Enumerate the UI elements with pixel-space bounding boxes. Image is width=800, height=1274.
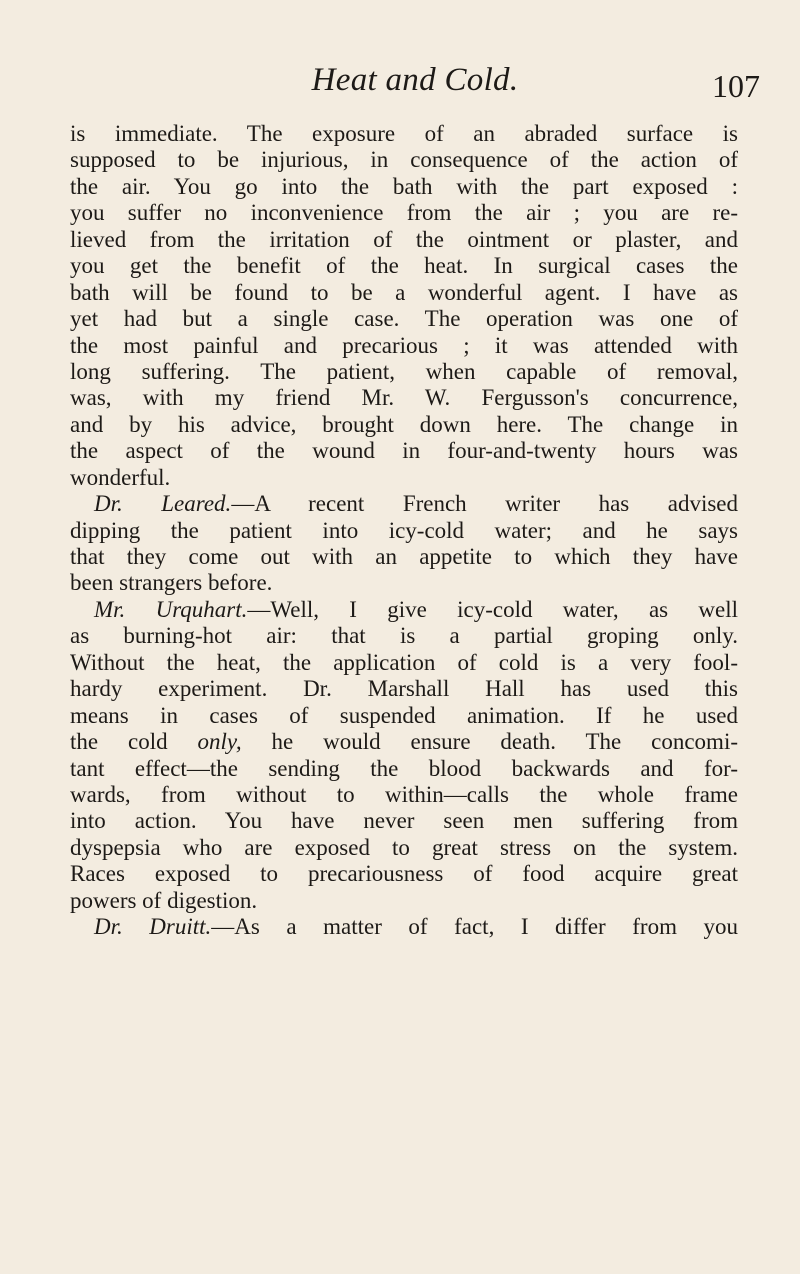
text-line: was, with my friend Mr. W. Fergusson's concurrence, xyxy=(70,385,738,411)
page-header xyxy=(70,62,760,112)
text-line: wonderful. xyxy=(70,464,171,490)
text-line xyxy=(70,491,738,517)
text-line: you get the benefit of the heat. In surgical cases the xyxy=(70,253,738,279)
text-line xyxy=(70,597,738,623)
text-line: the air. You go into the bath with the part exposed : xyxy=(70,173,738,199)
text-line: Races exposed to precariousness of food acquire great xyxy=(70,861,738,887)
text-line: yet had but a single case. The operation was one of xyxy=(70,306,738,332)
text-line: powers of digestion. xyxy=(70,887,258,913)
speaker-name: Dr. Leared. xyxy=(94,491,232,517)
text-line: you suffer no inconvenience from the air ; you are re- xyxy=(70,200,738,226)
text-line: hardy experiment. Dr. Marshall Hall has used this xyxy=(70,676,738,702)
text-line: is immediate. The exposure of an abraded surface is xyxy=(70,121,738,146)
text-span: the cold xyxy=(70,729,198,755)
text-span: —Well, I give icy-cold water, as well xyxy=(247,596,738,622)
text-line: lieved from the irritation of the ointment or plaster, and xyxy=(70,226,738,252)
text-span: —As a matter of fact, I differ from you xyxy=(211,914,738,940)
text-line: dyspepsia who are exposed to great stress on the system. xyxy=(70,834,738,860)
text-line xyxy=(70,729,738,755)
text-line: Without the heat, the application of cold is a very fool- xyxy=(70,649,738,675)
text-line: into action. You have never seen men suffering from xyxy=(70,808,738,834)
text-line: dipping the patient into icy-cold water; and he says xyxy=(70,517,738,543)
text-line: long suffering. The patient, when capable of removal, xyxy=(70,358,738,384)
text-line: and by his advice, brought down here. The change in xyxy=(70,411,738,437)
text-line: as burning-hot air: that is a partial groping only. xyxy=(70,623,738,649)
speaker-name: Dr. Druitt. xyxy=(94,914,212,940)
text-line: supposed to be injurious, in consequence of the action of xyxy=(70,147,738,173)
body-text xyxy=(70,121,738,941)
text-line: wards, from without to within—calls the whole frame xyxy=(70,781,738,807)
text-span: he would ensure death. The concomi- xyxy=(241,729,738,755)
text-line: tant effect—the sending the blood backwards and for- xyxy=(70,755,738,781)
emphasis-text: only, xyxy=(197,729,242,755)
text-span: —A recent French writer has advised xyxy=(231,491,738,517)
text-line: means in cases of suspended animation. If he used xyxy=(70,702,738,728)
page-number: 107 xyxy=(712,68,760,104)
text-line: been strangers before. xyxy=(70,570,273,596)
text-line: that they come out with an appetite to which they have xyxy=(70,544,738,569)
text-line xyxy=(70,914,738,940)
running-title: Heat and Cold. xyxy=(311,62,519,98)
text-line: bath will be found to be a wonderful agent. I have as xyxy=(70,279,738,305)
text-line: the most painful and precarious ; it was attended with xyxy=(70,332,738,358)
text-line: the aspect of the wound in four-and-twenty hours was xyxy=(70,438,738,464)
speaker-name: Mr. Urquhart. xyxy=(94,596,248,622)
